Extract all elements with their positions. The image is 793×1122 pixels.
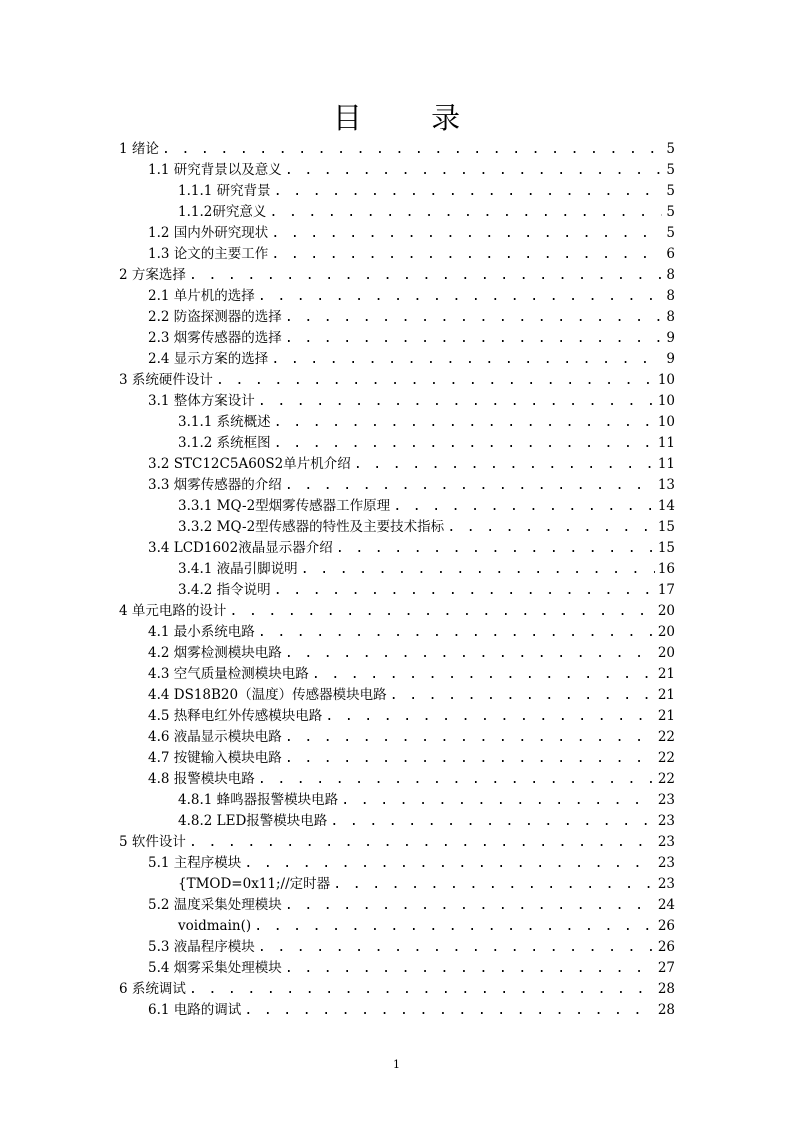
toc-entry-label: 6.1 电路的调试 [148,1002,242,1018]
toc-entry[interactable] [148,664,675,685]
toc-entry-page: 28 [657,1002,675,1018]
toc-entry-label: 4.8.1 蜂鸣器报警模块电路 [178,792,339,808]
dot-leader [229,601,654,622]
dot-leader [285,475,655,496]
toc-entry[interactable] [148,727,675,748]
toc-entry-page: 10 [657,372,675,388]
toc-entry-label: 5.4 烟雾采集处理模块 [148,960,282,976]
toc-entry-page: 23 [657,876,675,892]
toc-entry-page: 5 [666,225,675,241]
dot-leader [216,370,655,391]
dot-leader [244,853,655,874]
dot-leader [285,727,655,748]
toc-entry[interactable] [119,265,675,286]
toc-entry[interactable] [148,958,675,979]
dot-leader [274,580,655,601]
dot-leader [336,538,655,559]
toc-entry-label: 3.4.1 液晶引脚说明 [178,561,298,577]
toc-entry-label: 5.3 液晶程序模块 [148,939,255,955]
dot-leader [258,622,655,643]
toc-entry[interactable] [178,517,675,538]
toc-entry-page: 5 [666,204,675,220]
toc-entry[interactable] [178,496,675,517]
toc-entry[interactable] [148,748,675,769]
toc-entry-label: 3.1 整体方案设计 [148,393,255,409]
toc-entry-page: 21 [657,708,675,724]
dot-leader [285,328,662,349]
dot-leader [333,874,655,895]
dot-leader [271,223,662,244]
toc-entry[interactable] [178,181,675,202]
toc-entry-label: 2.2 防盗探测器的选择 [148,309,282,325]
toc-entry-label: 4.2 烟雾检测模块电路 [148,645,282,661]
toc-entry-page: 11 [657,456,675,472]
toc-entry-page: 24 [657,897,675,913]
toc-entry-label: {TMOD=0x11;//定时器 [178,876,331,892]
dot-leader [189,979,655,1000]
toc-entry[interactable] [148,223,675,244]
toc-entry-label: 5.2 温度采集处理模块 [148,897,282,913]
dot-leader [285,895,655,916]
toc-entry[interactable] [119,601,675,622]
toc-entry[interactable] [148,286,675,307]
toc-entry-page: 22 [657,750,675,766]
dot-leader [285,307,662,328]
dot-leader [393,496,655,517]
toc-title: 目 录 [332,101,491,135]
toc-entry-page: 23 [657,813,675,829]
toc-entry-label: 3.4 LCD1602液晶显示器介绍 [148,540,333,556]
toc-entry-page: 17 [657,582,675,598]
toc-entry-page: 23 [657,834,675,850]
toc-entry-page: 26 [657,939,675,955]
toc-entry-page: 10 [657,414,675,430]
toc-entry[interactable] [178,580,675,601]
toc-entry[interactable] [148,328,675,349]
toc-entry-page: 14 [657,498,675,514]
toc-entry-label: 1.1 研究背景以及意义 [148,162,282,178]
dot-leader [285,748,655,769]
toc-entry-page: 20 [657,645,675,661]
toc-entry-page: 20 [657,624,675,640]
dot-leader [254,916,655,937]
dot-leader [330,811,655,832]
toc-entry-page: 5 [666,162,675,178]
toc-entry-page: 5 [666,141,675,157]
toc-entry[interactable] [178,412,675,433]
toc-entry-page: 22 [657,771,675,787]
dot-leader [274,412,655,433]
toc-entry-label: 4.6 液晶显示模块电路 [148,729,282,745]
toc-entry[interactable] [148,622,675,643]
toc-entry-page: 27 [657,960,675,976]
toc-entry[interactable] [119,370,675,391]
toc-entry-page: 22 [657,729,675,745]
toc-entry[interactable] [148,706,675,727]
dot-leader [301,559,655,580]
toc-entry-label: 2.4 显示方案的选择 [148,351,269,367]
toc-entry-label: 4.7 按键输入模块电路 [148,750,282,766]
toc-entry-page: 11 [657,435,675,451]
toc-entry[interactable] [148,769,675,790]
toc-entry[interactable] [148,685,675,706]
dot-leader [244,1000,655,1021]
dot-leader [258,391,655,412]
toc-entry[interactable] [148,307,675,328]
dot-leader [162,139,662,160]
dot-leader [271,244,662,265]
toc-entry-page: 8 [666,288,675,304]
toc-entry-label: 3.3.2 MQ-2型传感器的特性及主要技术指标 [178,519,445,535]
dot-leader [354,454,655,475]
toc-entry[interactable] [178,202,675,223]
toc-entry[interactable] [148,937,675,958]
toc-entry-label: voidmain() [178,918,252,934]
toc-entry-page: 6 [666,246,675,262]
dot-leader [285,160,662,181]
toc-entry-page: 20 [657,603,675,619]
dot-leader [274,433,655,454]
toc-entry-label: 3.1.1 系统概述 [178,414,271,430]
dot-leader [325,706,655,727]
page-number: 1 [393,1058,400,1071]
toc-entry[interactable] [148,538,675,559]
toc-entry-page: 15 [657,540,675,556]
toc-entry-page: 8 [666,267,675,283]
toc-entry-page: 5 [666,183,675,199]
toc-entry-label: 3.3 烟雾传感器的介绍 [148,477,282,493]
toc-entry-label: 4.8.2 LED报警模块电路 [178,813,328,829]
toc-entry-label: 4 单元电路的设计 [119,603,227,619]
toc-entry[interactable] [178,811,675,832]
toc-entry[interactable] [148,349,675,370]
toc-entry[interactable] [148,1000,675,1021]
toc-entry-page: 10 [657,393,675,409]
toc-entry-label: 3.4.2 指令说明 [178,582,271,598]
toc-entry-label: 1.1.2研究意义 [178,204,267,220]
toc-entry[interactable] [148,244,675,265]
dot-leader [341,790,655,811]
dot-leader [274,181,662,202]
toc-entry[interactable] [148,643,675,664]
dot-leader [189,265,662,286]
toc-entry-page: 9 [666,330,675,346]
dot-leader [312,664,655,685]
toc-entry-label: 4.1 最小系统电路 [148,624,255,640]
toc-entry-page: 8 [666,309,675,325]
toc-entry[interactable] [148,475,675,496]
toc-entry-label: 4.4 DS18B20（温度）传感器模块电路 [148,687,387,703]
toc-entry-page: 13 [657,477,675,493]
toc-entry-label: 5 软件设计 [119,834,186,850]
toc-entry[interactable] [148,454,675,475]
toc-entry-label: 5.1 主程序模块 [148,855,242,871]
dot-leader [390,685,655,706]
toc-entry-page: 21 [657,687,675,703]
toc-entry[interactable] [148,391,675,412]
toc-entry[interactable] [148,160,675,181]
toc-entry-label: 4.8 报警模块电路 [148,771,255,787]
dot-leader [189,832,655,853]
dot-leader [285,958,655,979]
dot-leader [258,286,662,307]
toc-entry[interactable] [178,916,675,937]
toc-entry-page: 23 [657,792,675,808]
toc-entry[interactable] [178,790,675,811]
toc-entry-label: 1.3 论文的主要工作 [148,246,269,262]
toc-entry[interactable] [148,895,675,916]
dot-leader [258,937,655,958]
toc-entry-page: 28 [657,981,675,997]
toc-entry-label: 3.1.2 系统框图 [178,435,271,451]
toc-entry-label: 1 绪论 [119,141,159,157]
toc-entry[interactable] [178,559,675,580]
toc-entry-page: 15 [657,519,675,535]
toc-entry-page: 9 [666,351,675,367]
toc-entry-page: 16 [657,561,675,577]
toc-entry[interactable] [148,853,675,874]
toc-entry-label: 2.1 单片机的选择 [148,288,255,304]
dot-leader [258,769,655,790]
toc-entry[interactable] [178,433,675,454]
toc-entry-label: 2 方案选择 [119,267,186,283]
dot-leader [269,202,662,223]
toc-entry-label: 3 系统硬件设计 [119,372,213,388]
toc-entry-page: 23 [657,855,675,871]
toc-entry-page: 21 [657,666,675,682]
toc-entry-label: 1.1.1 研究背景 [178,183,271,199]
toc-entry-label: 2.3 烟雾传感器的选择 [148,330,282,346]
toc-entry-label: 3.2 STC12C5A60S2单片机介绍 [148,456,351,472]
toc-entry-label: 3.3.1 MQ-2型烟雾传感器工作原理 [178,498,391,514]
toc-entry-label: 1.2 国内外研究现状 [148,225,269,241]
toc-entry[interactable] [119,139,675,160]
dot-leader [447,517,655,538]
toc-entry-label: 4.5 热释电红外传感模块电路 [148,708,323,724]
dot-leader [285,643,655,664]
toc-entry[interactable] [178,874,675,895]
toc-entry-label: 6 系统调试 [119,981,186,997]
toc-entry[interactable] [119,979,675,1000]
toc-entry-label: 4.3 空气质量检测模块电路 [148,666,309,682]
toc-entry-page: 26 [657,918,675,934]
toc-entry[interactable] [119,832,675,853]
dot-leader [271,349,662,370]
